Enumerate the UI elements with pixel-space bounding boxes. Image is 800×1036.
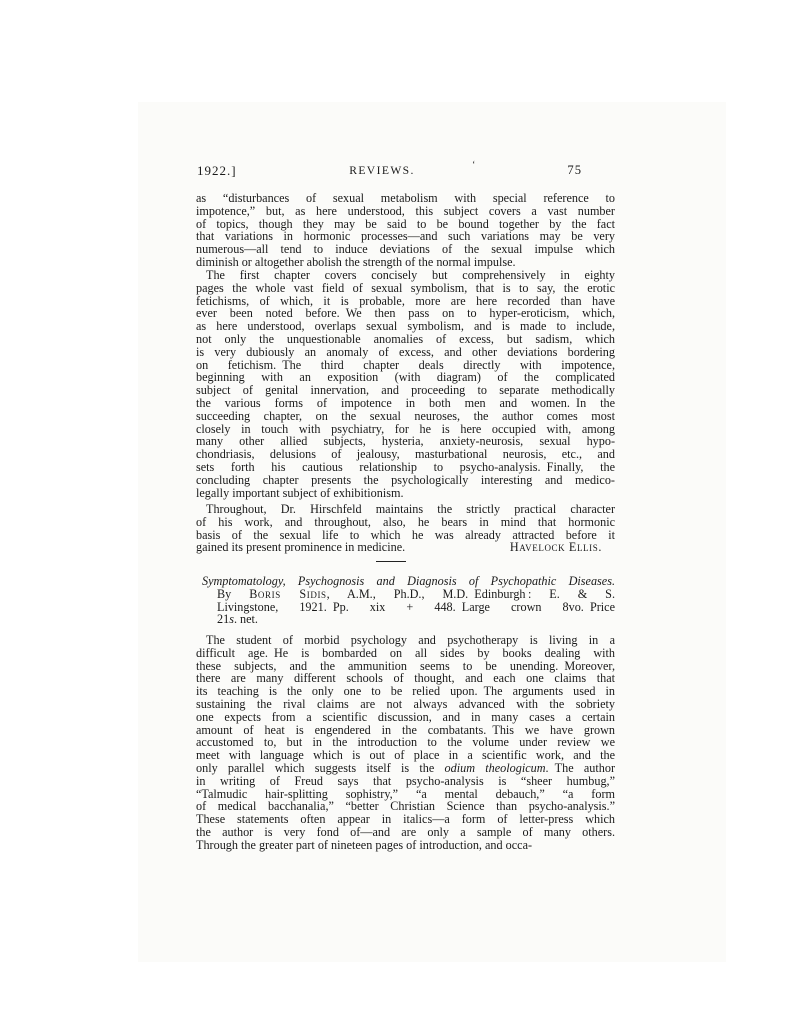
text-line: its teaching is the only one to be relied upon. The arguments used in — [196, 684, 615, 699]
text-line: of his work, and throughout, also, he bears in mind that hormonic — [196, 514, 615, 529]
text-line: only parallel which suggests itself is the odium theologicum. The author — [196, 760, 616, 775]
text-line: subject of genital innervation, and proceeding to separate methodically — [196, 383, 615, 398]
text-line: the various forms of impotence in both men and women. In the — [196, 395, 615, 410]
text-line: as “disturbances of sexual metabolism with special reference to — [196, 191, 615, 205]
header-year: 1922.] — [197, 163, 237, 178]
ellis-review-paragraph-3 — [196, 503, 615, 554]
text-line: there are many different schools of thought, and each one claims that — [196, 671, 615, 686]
text-line: sustaining the rival claims are not always advanced with the sobriety — [196, 696, 615, 711]
text-line: legally important subject of exhibitionism. — [196, 485, 404, 500]
text-line: impotence,” but, as here understood, this subject covers a vast number — [196, 203, 615, 218]
header-journal-section-title: REVIEWS. — [349, 164, 415, 177]
italic-text: odium theologicum — [444, 760, 546, 775]
text-line: By Boris Sidis, A.M., Ph.D., M.D. Edinburgh : E. & S. — [217, 586, 615, 601]
text-line: 21s. net. — [217, 612, 258, 627]
text-line: fetichisms, of which, it is probable, more are here recorded than have — [196, 293, 615, 308]
text-line: on fetichism. The third chapter deals directly with impotence, — [196, 357, 615, 372]
scan-stray-mark: ‘ — [472, 160, 476, 171]
text-line: The first chapter covers concisely but comprehensively in eighty — [206, 268, 615, 282]
text-line: basis of the sexual life to which he was already attracted before it — [196, 527, 615, 542]
text-line: that variations in hormonic processes—and such variations may be very — [196, 229, 615, 244]
text-line: succeeding chapter, on the sexual neuroses, the author comes most — [196, 408, 615, 423]
text-line: as here understood, overlaps sexual symbolism, and is made to include, — [196, 319, 615, 334]
text-line: not only the unquestionable anomalies of excess, but sadism, which — [196, 331, 615, 346]
sidis-review-paragraph-1 — [196, 634, 615, 852]
text-line: “Talmudic hair-splitting sophistry,” “a mental debauch,” “a form — [196, 786, 615, 801]
text-line: numerous—all tend to induce deviations of the sexual impulse which — [196, 242, 615, 257]
text-line: of medical bacchanalia,” “better Christian Science than psycho-analysis.” — [196, 799, 615, 814]
text-line: one expects from a scientific discussion, and in many cases a certain — [196, 709, 615, 724]
text-line: concluding chapter presents the psychologically interesting and medico- — [196, 472, 615, 487]
text-line: Symptomatology, Psychognosis and Diagnosis of Psychopathic Diseases. — [202, 574, 615, 588]
text-line: chondriasis, delusions of jealousy, masturbational neurosis, etc., and — [196, 447, 615, 462]
text-line: is very dubiously an anomaly of excess, and other deviations bordering — [196, 344, 615, 359]
text-line: Through the greater part of nineteen pages of introduction, and occa- — [196, 837, 533, 852]
text-line: These statements often appear in italics—a form of letter-press which — [196, 812, 615, 827]
small-caps-text: Havelock Ellis. — [509, 540, 602, 555]
line-text: gained its present prominence in medicine. — [196, 540, 406, 555]
text-line: pages the whole vast field of sexual symbolism, that is to say, the erotic — [196, 280, 615, 295]
small-caps-text: Boris Sidis — [249, 586, 327, 601]
text-line: meet with language which is out of place in a scientific work, and the — [196, 748, 615, 763]
text-line — [196, 541, 615, 554]
reviewer-signature — [510, 541, 602, 554]
italic-text: s — [229, 612, 234, 627]
text-line: Livingstone, 1921. Pp. xix + 448. Large crown 8vo. Price — [217, 599, 615, 614]
text-line: of topics, though they may be said to be bound together by the fact — [196, 216, 615, 231]
text-line: ever been noted before. We then pass on to hyper-eroticism, which, — [196, 306, 615, 321]
header-page-number: 75 — [567, 163, 582, 177]
text-line: the author is very fond of—and are only a sample of many others. — [196, 824, 615, 839]
ellis-review-paragraph-1 — [196, 192, 615, 269]
text-line: diminish or altogether abolish the strength of the normal impulse. — [196, 254, 516, 269]
section-divider-rule — [376, 561, 406, 562]
text-line: difficult age. He is bombarded on all sides by books dealing with — [196, 645, 615, 660]
text-line: in writing of Freud says that psycho-analysis is “sheer humbug,” — [196, 773, 615, 788]
text-line: The student of morbid psychology and psychotherapy is living in a — [206, 633, 615, 647]
page-content — [196, 0, 615, 1036]
text-line: beginning with an exposition (with diagram) of the complicated — [196, 370, 615, 385]
text-line: many other allied subjects, hysteria, anxiety-neurosis, sexual hypo- — [196, 434, 615, 449]
ellis-review-paragraph-2 — [196, 269, 615, 499]
sidis-book-heading — [196, 575, 615, 626]
text-line: sets forth his cautious relationship to psycho-analysis. Finally, the — [196, 459, 615, 474]
text-line: closely in touch with psychiatry, for he is here occupied with, among — [196, 421, 615, 436]
text-line: accustomed to, but in the introduction to the volume under review we — [196, 735, 615, 750]
text-line: amount of heat is engendered in the combatants. This we have grown — [196, 722, 615, 737]
text-line: these subjects, and the ammunition seems to be unending. Moreover, — [196, 658, 615, 673]
page-header — [196, 160, 615, 178]
text-line: Throughout, Dr. Hirschfeld maintains the strictly practical character — [206, 502, 615, 516]
